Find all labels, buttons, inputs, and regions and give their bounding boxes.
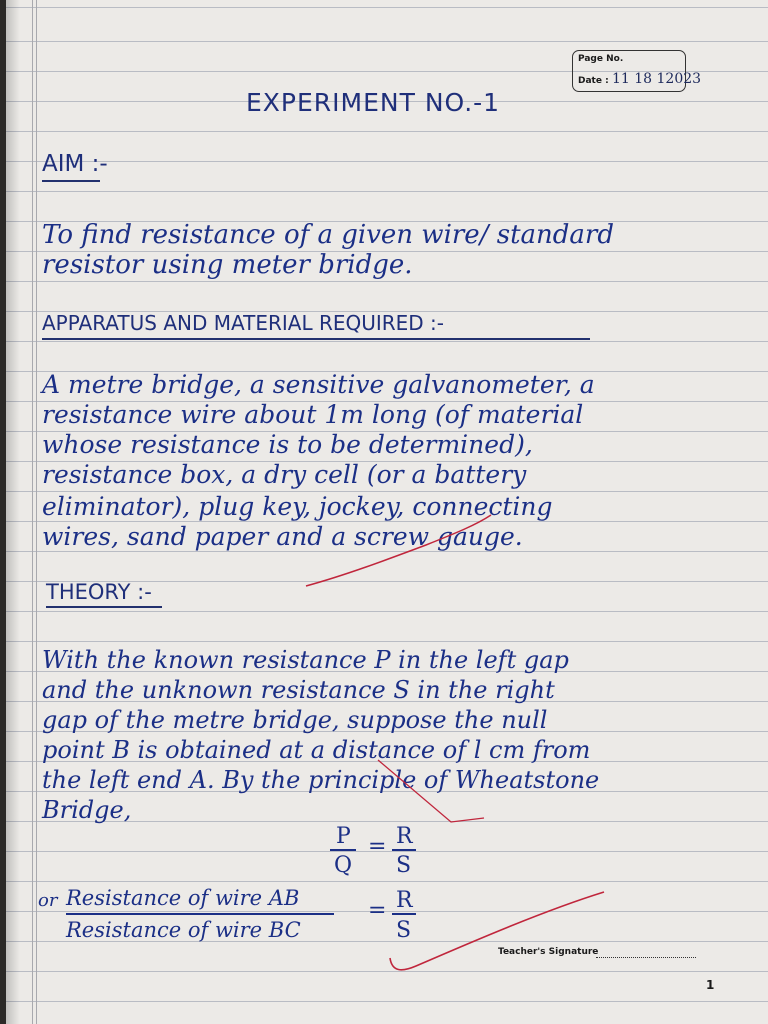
apparatus-line-6: wires, sand paper and a screw gauge. <box>42 522 523 551</box>
red-tick-equation <box>390 888 604 970</box>
theory-line-3: gap of the metre bridge, suppose the null <box>42 706 548 734</box>
apparatus-line-2: resistance wire about 1m long (of material <box>42 400 584 429</box>
eq1-lhs-denominator: Q <box>334 853 353 878</box>
margin-line-left <box>32 0 33 1024</box>
aim-underline <box>42 180 100 182</box>
eq2-rhs-bar <box>392 913 416 915</box>
apparatus-line-5: eliminator), plug key, jockey, connecting <box>42 492 553 521</box>
aim-line-1: To find resistance of a given wire/ standard <box>42 220 614 250</box>
eq1-lhs-numerator: P <box>336 824 351 849</box>
apparatus-line-3: whose resistance is to be determined), <box>42 430 533 459</box>
teacher-signature-label: Teacher's Signature <box>498 947 599 957</box>
theory-line-5: the left end A. By the principle of Wheatstone <box>42 766 600 794</box>
date-value: 11 18 12023 <box>612 71 702 87</box>
eq2-lhs-denominator: Resistance of wire BC <box>66 918 301 942</box>
page-title: EXPERIMENT NO.-1 <box>246 88 501 117</box>
eq2-equals: = <box>368 898 387 923</box>
page-number: 1 <box>706 978 715 992</box>
eq1-rhs-denominator: S <box>396 853 412 878</box>
teacher-signature-line <box>596 957 696 958</box>
aim-heading: AIM :- <box>42 151 108 177</box>
eq2-lhs-numerator: Resistance of wire AB <box>66 886 300 910</box>
eq2-prefix: or <box>38 890 58 911</box>
eq1-rhs-bar <box>392 849 416 851</box>
eq2-lhs-bar <box>66 913 334 915</box>
eq2-rhs-denominator: S <box>396 918 412 943</box>
eq2-rhs-numerator: R <box>396 888 413 913</box>
eq1-lhs-bar <box>330 849 356 851</box>
theory-line-6: Bridge, <box>42 796 132 824</box>
apparatus-line-1: A metre bridge, a sensitive galvanometer, a <box>42 370 595 399</box>
date-label: Date : <box>578 76 609 86</box>
notebook-page <box>6 0 768 1024</box>
theory-line-1: With the known resistance P in the left gap <box>42 646 569 674</box>
theory-heading: THEORY :- <box>46 580 152 604</box>
aim-line-2: resistor using meter bridge. <box>42 250 413 280</box>
page-no-label: Page No. <box>578 54 624 64</box>
margin-line-left-inner <box>36 0 37 1024</box>
theory-underline <box>46 606 162 608</box>
theory-line-4: point B is obtained at a distance of l cm from <box>42 736 591 764</box>
eq1-rhs-numerator: R <box>396 824 413 849</box>
apparatus-line-4: resistance box, a dry cell (or a battery <box>42 460 527 489</box>
apparatus-heading: APPARATUS AND MATERIAL REQUIRED :- <box>42 311 445 335</box>
theory-line-2: and the unknown resistance S in the right <box>42 676 555 704</box>
apparatus-underline <box>42 338 590 340</box>
eq1-equals: = <box>368 834 387 859</box>
